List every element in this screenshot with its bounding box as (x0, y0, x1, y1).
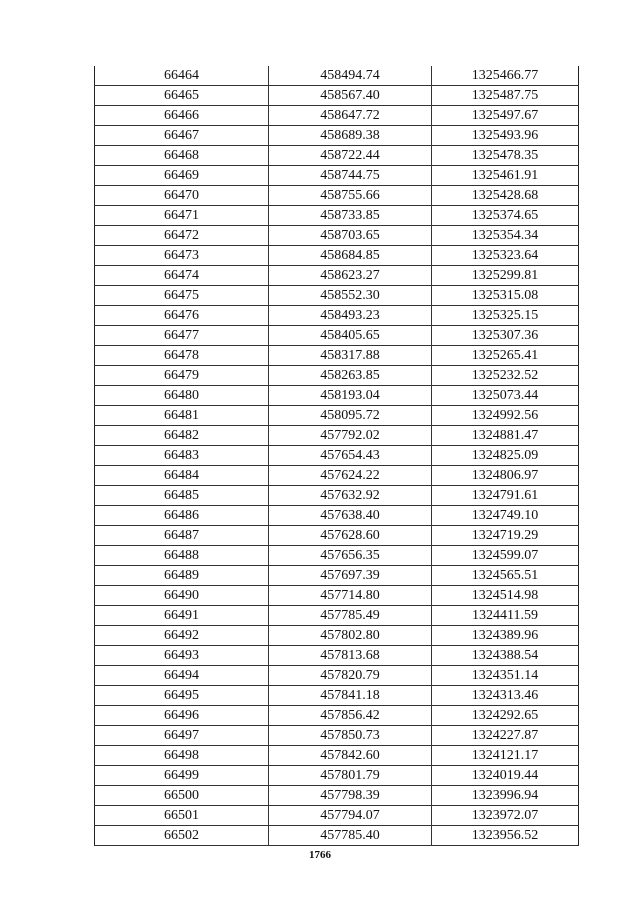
point-number-cell: 66474 (95, 266, 269, 286)
x-coordinate-cell: 457842.60 (269, 746, 432, 766)
table-row (95, 766, 579, 786)
table-row (95, 126, 579, 146)
y-coordinate-cell: 1324881.47 (432, 426, 579, 446)
x-coordinate-cell: 457654.43 (269, 446, 432, 466)
table-row (95, 546, 579, 566)
x-coordinate-cell: 458744.75 (269, 166, 432, 186)
x-coordinate-cell: 457656.35 (269, 546, 432, 566)
table-row (95, 226, 579, 246)
table-row (95, 706, 579, 726)
table-row (95, 406, 579, 426)
y-coordinate-cell: 1325461.91 (432, 166, 579, 186)
x-coordinate-cell: 457785.40 (269, 826, 432, 846)
table-row (95, 566, 579, 586)
point-number-cell: 66494 (95, 666, 269, 686)
y-coordinate-cell: 1325325.15 (432, 306, 579, 326)
y-coordinate-cell: 1324351.14 (432, 666, 579, 686)
x-coordinate-cell: 458703.65 (269, 226, 432, 246)
y-coordinate-cell: 1325307.36 (432, 326, 579, 346)
y-coordinate-cell: 1324992.56 (432, 406, 579, 426)
x-coordinate-cell: 458405.65 (269, 326, 432, 346)
point-number-cell: 66502 (95, 826, 269, 846)
point-number-cell: 66500 (95, 786, 269, 806)
point-number-cell: 66488 (95, 546, 269, 566)
y-coordinate-cell: 1324806.97 (432, 466, 579, 486)
table-row (95, 366, 579, 386)
y-coordinate-cell: 1325073.44 (432, 386, 579, 406)
point-number-cell: 66489 (95, 566, 269, 586)
y-coordinate-cell: 1325374.65 (432, 206, 579, 226)
x-coordinate-cell: 458567.40 (269, 86, 432, 106)
y-coordinate-cell: 1325315.08 (432, 286, 579, 306)
x-coordinate-cell: 457801.79 (269, 766, 432, 786)
x-coordinate-cell: 458684.85 (269, 246, 432, 266)
coordinates-table (94, 66, 579, 846)
x-coordinate-cell: 457813.68 (269, 646, 432, 666)
x-coordinate-cell: 458552.30 (269, 286, 432, 306)
y-coordinate-cell: 1324389.96 (432, 626, 579, 646)
x-coordinate-cell: 458733.85 (269, 206, 432, 226)
x-coordinate-cell: 458494.74 (269, 66, 432, 86)
table-row (95, 346, 579, 366)
table-row (95, 666, 579, 686)
y-coordinate-cell: 1324227.87 (432, 726, 579, 746)
table-row (95, 206, 579, 226)
y-coordinate-cell: 1323956.52 (432, 826, 579, 846)
coordinates-table-body (95, 66, 579, 846)
x-coordinate-cell: 458689.38 (269, 126, 432, 146)
point-number-cell: 66479 (95, 366, 269, 386)
table-row (95, 426, 579, 446)
point-number-cell: 66478 (95, 346, 269, 366)
x-coordinate-cell: 458493.23 (269, 306, 432, 326)
point-number-cell: 66467 (95, 126, 269, 146)
y-coordinate-cell: 1325497.67 (432, 106, 579, 126)
x-coordinate-cell: 457820.79 (269, 666, 432, 686)
y-coordinate-cell: 1324565.51 (432, 566, 579, 586)
x-coordinate-cell: 458193.04 (269, 386, 432, 406)
x-coordinate-cell: 457628.60 (269, 526, 432, 546)
y-coordinate-cell: 1324514.98 (432, 586, 579, 606)
point-number-cell: 66490 (95, 586, 269, 606)
table-row (95, 606, 579, 626)
x-coordinate-cell: 457638.40 (269, 506, 432, 526)
x-coordinate-cell: 458623.27 (269, 266, 432, 286)
point-number-cell: 66477 (95, 326, 269, 346)
table-row (95, 86, 579, 106)
table-row (95, 786, 579, 806)
x-coordinate-cell: 458722.44 (269, 146, 432, 166)
y-coordinate-cell: 1324388.54 (432, 646, 579, 666)
x-coordinate-cell: 457632.92 (269, 486, 432, 506)
table-row (95, 826, 579, 846)
y-coordinate-cell: 1324019.44 (432, 766, 579, 786)
point-number-cell: 66487 (95, 526, 269, 546)
x-coordinate-cell: 458263.85 (269, 366, 432, 386)
y-coordinate-cell: 1323996.94 (432, 786, 579, 806)
y-coordinate-cell: 1323972.07 (432, 806, 579, 826)
point-number-cell: 66493 (95, 646, 269, 666)
x-coordinate-cell: 458095.72 (269, 406, 432, 426)
y-coordinate-cell: 1324749.10 (432, 506, 579, 526)
table-row (95, 486, 579, 506)
table-row (95, 506, 579, 526)
table-row (95, 726, 579, 746)
point-number-cell: 66481 (95, 406, 269, 426)
y-coordinate-cell: 1324599.07 (432, 546, 579, 566)
x-coordinate-cell: 457850.73 (269, 726, 432, 746)
y-coordinate-cell: 1325265.41 (432, 346, 579, 366)
table-row (95, 626, 579, 646)
table-row (95, 66, 579, 86)
table-row (95, 266, 579, 286)
table-row (95, 386, 579, 406)
x-coordinate-cell: 457792.02 (269, 426, 432, 446)
point-number-cell: 66464 (95, 66, 269, 86)
point-number-cell: 66476 (95, 306, 269, 326)
y-coordinate-cell: 1325299.81 (432, 266, 579, 286)
table-row (95, 586, 579, 606)
x-coordinate-cell: 457785.49 (269, 606, 432, 626)
x-coordinate-cell: 457714.80 (269, 586, 432, 606)
point-number-cell: 66480 (95, 386, 269, 406)
table-row (95, 146, 579, 166)
x-coordinate-cell: 457794.07 (269, 806, 432, 826)
point-number-cell: 66496 (95, 706, 269, 726)
y-coordinate-cell: 1324411.59 (432, 606, 579, 626)
x-coordinate-cell: 457697.39 (269, 566, 432, 586)
point-number-cell: 66471 (95, 206, 269, 226)
point-number-cell: 66501 (95, 806, 269, 826)
point-number-cell: 66482 (95, 426, 269, 446)
point-number-cell: 66466 (95, 106, 269, 126)
y-coordinate-cell: 1324791.61 (432, 486, 579, 506)
x-coordinate-cell: 458647.72 (269, 106, 432, 126)
y-coordinate-cell: 1325493.96 (432, 126, 579, 146)
point-number-cell: 66465 (95, 86, 269, 106)
y-coordinate-cell: 1324313.46 (432, 686, 579, 706)
x-coordinate-cell: 457624.22 (269, 466, 432, 486)
table-row (95, 646, 579, 666)
point-number-cell: 66483 (95, 446, 269, 466)
point-number-cell: 66498 (95, 746, 269, 766)
y-coordinate-cell: 1325428.68 (432, 186, 579, 206)
y-coordinate-cell: 1325354.34 (432, 226, 579, 246)
table-row (95, 166, 579, 186)
table-row (95, 286, 579, 306)
point-number-cell: 66499 (95, 766, 269, 786)
y-coordinate-cell: 1325232.52 (432, 366, 579, 386)
point-number-cell: 66472 (95, 226, 269, 246)
table-row (95, 806, 579, 826)
y-coordinate-cell: 1324825.09 (432, 446, 579, 466)
x-coordinate-cell: 457798.39 (269, 786, 432, 806)
table-row (95, 526, 579, 546)
x-coordinate-cell: 458317.88 (269, 346, 432, 366)
y-coordinate-cell: 1325487.75 (432, 86, 579, 106)
table-row (95, 686, 579, 706)
point-number-cell: 66491 (95, 606, 269, 626)
y-coordinate-cell: 1324292.65 (432, 706, 579, 726)
point-number-cell: 66492 (95, 626, 269, 646)
point-number-cell: 66475 (95, 286, 269, 306)
table-row (95, 446, 579, 466)
table-row (95, 306, 579, 326)
point-number-cell: 66473 (95, 246, 269, 266)
table-row (95, 466, 579, 486)
table-row (95, 746, 579, 766)
y-coordinate-cell: 1325323.64 (432, 246, 579, 266)
table-row (95, 186, 579, 206)
point-number-cell: 66468 (95, 146, 269, 166)
x-coordinate-cell: 457802.80 (269, 626, 432, 646)
table-row (95, 246, 579, 266)
x-coordinate-cell: 458755.66 (269, 186, 432, 206)
point-number-cell: 66497 (95, 726, 269, 746)
x-coordinate-cell: 457856.42 (269, 706, 432, 726)
y-coordinate-cell: 1325466.77 (432, 66, 579, 86)
table-row (95, 326, 579, 346)
page-number: 1766 (309, 849, 331, 861)
table-row (95, 106, 579, 126)
point-number-cell: 66486 (95, 506, 269, 526)
point-number-cell: 66485 (95, 486, 269, 506)
point-number-cell: 66469 (95, 166, 269, 186)
x-coordinate-cell: 457841.18 (269, 686, 432, 706)
point-number-cell: 66484 (95, 466, 269, 486)
y-coordinate-cell: 1324121.17 (432, 746, 579, 766)
y-coordinate-cell: 1324719.29 (432, 526, 579, 546)
point-number-cell: 66470 (95, 186, 269, 206)
point-number-cell: 66495 (95, 686, 269, 706)
y-coordinate-cell: 1325478.35 (432, 146, 579, 166)
